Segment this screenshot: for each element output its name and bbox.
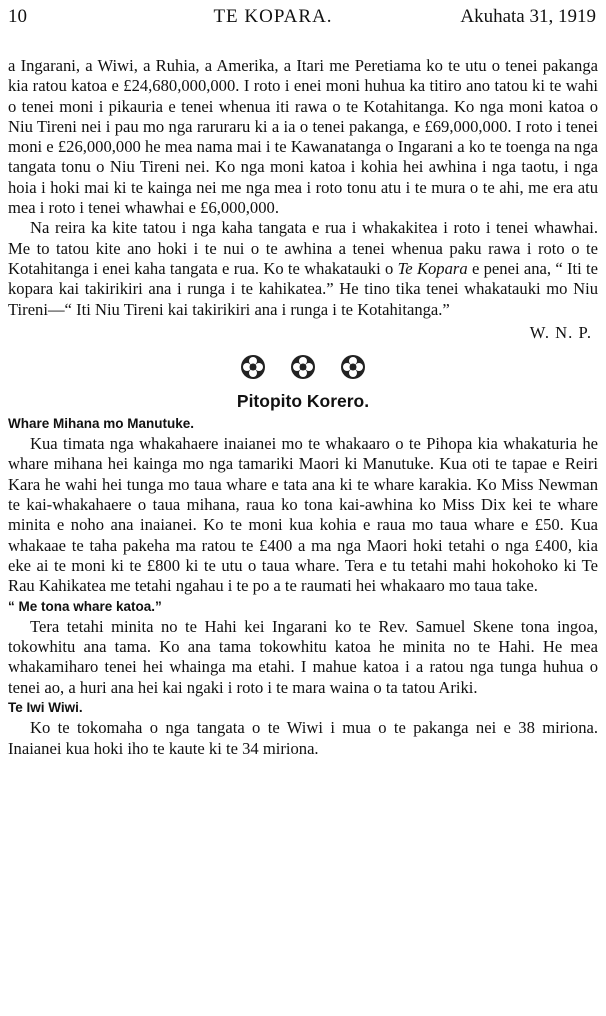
article-text: Na reira ka kite tatou i nga kaha tangata e rua i whakakitea i roto i tenei whawhai. Me to tatou kite ano hoki i te nui o te awhina a tenei whenua paku rawa i roto o te Kotahitanga i enei kaha tangata e rua. Ko te whakatauki o [8, 218, 598, 278]
italic-title: Te Kopara [397, 258, 468, 278]
ornament-divider [8, 350, 598, 384]
article-text: e penei ana, “ Iti te kopara kai takirikiri ana i runga i te kahikatea.” He tino tika tenei whakatauki mo Niu Tireni—“ Iti Niu Tireni kai takirikiri ana i runga i te Kotahitanga.” [8, 258, 599, 319]
running-header [8, 0, 598, 34]
news-heading: “ Me tona whare katoa.” [8, 598, 162, 614]
section-title: Pitopito Korero. [236, 390, 370, 411]
article-paragraph [8, 218, 598, 319]
article-body [8, 56, 598, 320]
news-heading: Whare Mihana mo Manutuke. [8, 415, 195, 431]
news-paragraph: Tera tetahi minita no te Hahi kei Ingarani ko te Rev. Samuel Skene tona ingoa, tokowhitu ana tama. Ko ana tama tokowhitu katoa he minita no te Hahi. He mea whakamiharo tenei hei whainga ma etahi. I mahue katoa i a ratou nga tunga huhua o tenei ao, a huri ana hei kai ngaki i roto i te mara waina o ta tatou Ariki. [8, 616, 598, 697]
news-heading: Te Iwi Wiwi. [8, 700, 83, 716]
issue-date: Akuhata 31, 1919 [460, 6, 596, 27]
page-number: 10 [8, 6, 27, 27]
newspaper-page [8, 0, 598, 759]
news-paragraph: Kua timata nga whakahaere inaianei mo te whakaaro o te Pihopa kia whakaturia he whare mihana hei kainga mo nga tamariki Maori ki Manutuke. Kua oti te tapae e Reiri Kara he wahi hei tunga mo taua whare e tata ana ki te whare karakia. Ko Miss Newman te kai-whakahaere o taua mihana, raua ko tona kai-awhina ko Miss Dix kei te whare minita e noho ana inaianei. Ko te moni kua kohia e raua mo taua whare e £50. Kua whakaae te taha pakeha ma ratou te £400 a ma nga Maori hoki tetahi o nga £400, kia eke ai te moni ki te £800 ki te utu o taua whare. Tera e tu tetahi mahi hokohoko ki Te Rau Kahikatea me tetahi ngahau i te po a te raumati hei whakaaro mo taua take. [8, 434, 598, 596]
flower-ornament-icon [339, 353, 367, 381]
article-paragraph: a Ingarani, a Wiwi, a Ruhia, a Amerika, a Itari me Peretiama ko te utu o tenei pakanga kia ratou katoa e £24,680,000,000. I roto i enei moni huhua ka titiro ano tatou ki te wahi o tenei moni i pikauria e tenei whenua iti rawa o te Kotahitanga. Ko nga moni katoa o Niu Tireni nei i pau mo nga raruraru ki a ia o tenei pakanga, e £69,000,000. I roto i tenei moni e £26,000,000 he mea nama mai i te Kawanatanga o Ingarani a ko te toenga na nga tangata tonu o Niu Tireni nei. Ko nga moni katoa i kohia hei awhina i nga taotu, i nga hoia i hoki mai ki te kainga nei me nga mea i roto tonu atu i te mura o te ahi, me era atu mea i roto i tenei whawhai e £6,000,000. [8, 56, 598, 218]
flower-ornament-icon [289, 353, 317, 381]
flower-ornament-icon [239, 353, 267, 381]
news-paragraph: Ko te tokomaha o nga tangata o te Wiwi i mua o te pakanga nei e 38 miriona. Inaianei kua hoki iho te kaute ki te 34 miriona. [8, 718, 598, 758]
publication-title: TE KOPARA. [213, 6, 333, 27]
news-section [8, 414, 598, 759]
author-signature: W. N. P. [529, 322, 592, 342]
